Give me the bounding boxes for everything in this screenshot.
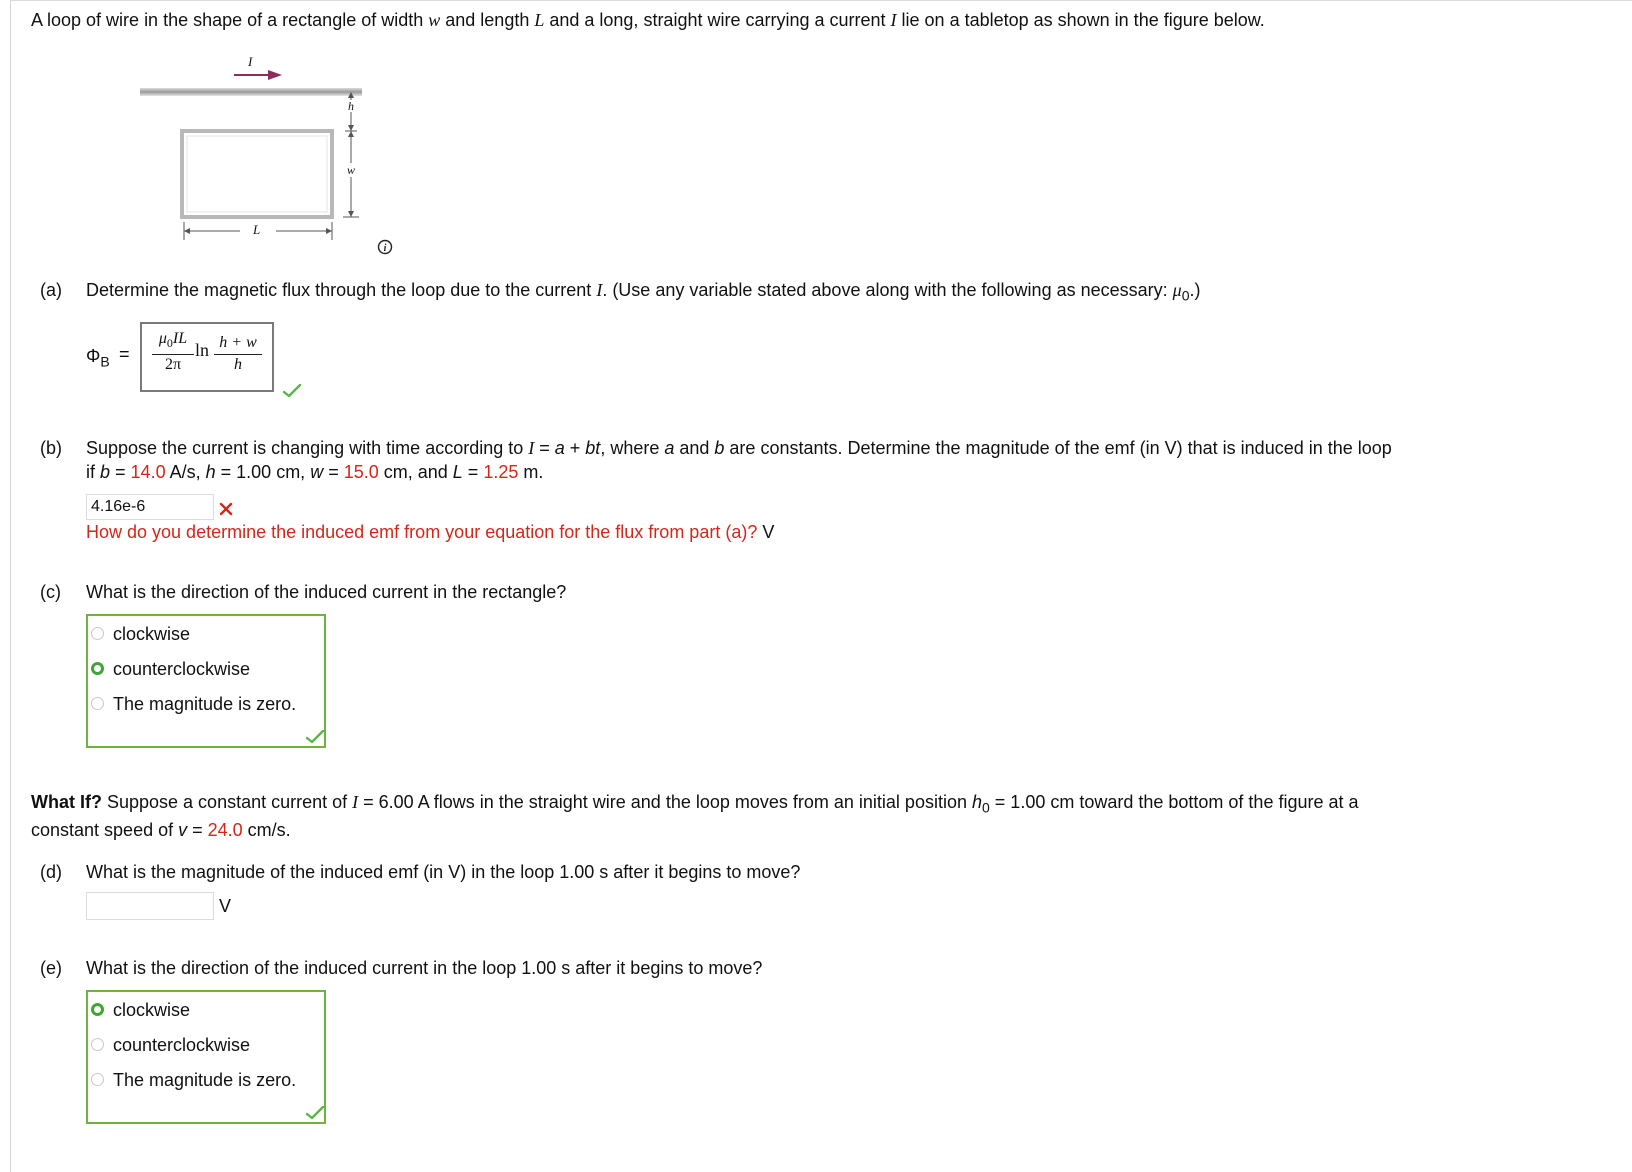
part-d-answer-input[interactable] <box>86 892 214 920</box>
intro-text: A loop of wire in the shape of a rectangle of width <box>31 10 429 30</box>
part-a-question: Determine the magnetic flux through the loop due to the current I. (Use any variable stated above along with the following as necessary: $\mu_0$.) <box>86 280 1201 304</box>
wire-loop-figure <box>140 52 380 262</box>
part-c-letter: (c) <box>40 582 61 602</box>
part-e-question: What is the direction of the induced current in the loop 1.00 s after it begins to move? <box>86 958 763 978</box>
var-w: w <box>428 10 441 30</box>
fraction-2-numerator: h + w <box>219 334 257 351</box>
intro-text: and a long, straight wire carrying a current <box>544 10 891 30</box>
var-I: I <box>890 10 897 30</box>
radio-button[interactable] <box>91 1073 104 1086</box>
svg-text:i: i <box>383 243 387 254</box>
equals-sign: = <box>119 344 130 364</box>
part-b-question-line1: Suppose the current is changing with time according to I = a + bt, where a and b are constants. Determine the magnitude of the emf (in V) that is induced in the loop <box>86 438 1392 458</box>
radio-button-selected[interactable] <box>91 662 104 675</box>
fraction-1 <box>152 330 194 375</box>
check-icon <box>283 382 301 403</box>
emf-answer-input[interactable]: 4.16e-6 <box>86 494 214 520</box>
radio-button[interactable] <box>91 627 104 640</box>
problem-intro <box>31 8 1265 32</box>
v-value: 24.0 <box>207 820 243 840</box>
part-d-letter: (d) <box>40 862 62 882</box>
b-value: 14.0 <box>130 462 166 482</box>
fraction-1-denominator: 2π <box>164 356 182 374</box>
part-e-letter: (e) <box>40 958 62 978</box>
part-d-unit: V <box>219 896 232 916</box>
part-d-question: What is the magnitude of the induced emf (in V) in the loop 1.00 s after it begins to move? <box>86 862 801 882</box>
part-c-question: What is the direction of the induced current in the rectangle? <box>86 582 567 602</box>
part-c-radio-group <box>86 614 326 748</box>
radio-button-selected[interactable] <box>91 1003 104 1016</box>
intro-text: lie on a tabletop as shown in the figure below. <box>896 10 1265 30</box>
straight-wire <box>140 88 362 96</box>
label-I: I <box>248 54 253 69</box>
flux-symbol: $\Phi_B$ <box>86 346 110 370</box>
option-clockwise[interactable]: clockwise <box>88 622 190 646</box>
part-b-letter: (b) <box>40 438 62 458</box>
fraction-2-denominator: h <box>234 356 242 373</box>
radio-button[interactable] <box>91 697 104 710</box>
part-b-question-line2: if b = 14.0 A/s, h = 1.00 cm, w = 15.0 cm, and L = 1.25 m. <box>86 462 544 482</box>
option-clockwise[interactable]: clockwise <box>88 998 190 1022</box>
var-L: L <box>534 10 545 30</box>
page-top-border <box>10 0 1632 1</box>
check-icon <box>306 1104 324 1125</box>
flux-answer-box[interactable] <box>140 322 274 392</box>
fraction-2 <box>214 334 262 375</box>
w-value: 15.0 <box>343 462 379 482</box>
ln-function: ln <box>195 340 210 360</box>
feedback-text: How do you determine the induced emf from your equation for the flux from part (a)? <box>86 522 758 542</box>
L-value: 1.25 <box>483 462 519 482</box>
fraction-1-numerator: $\mu_0IL$ <box>158 330 188 351</box>
part-b-feedback <box>86 520 774 544</box>
option-magnitude-zero[interactable]: The magnitude is zero. <box>88 1068 296 1092</box>
option-magnitude-zero[interactable]: The magnitude is zero. <box>88 692 296 716</box>
intro-text: and length <box>440 10 535 30</box>
part-e-radio-group <box>86 990 326 1124</box>
radio-button[interactable] <box>91 1038 104 1051</box>
info-icon[interactable] <box>377 239 393 255</box>
label-w: w <box>347 163 356 177</box>
rectangular-loop <box>182 131 332 217</box>
current-arrow-head <box>268 70 282 80</box>
what-if-line1: What If? Suppose a constant current of I = 6.00 A flows in the straight wire and the loop moves from an initial position $h_0 = 1.00$ cm toward the bottom of the figure at a <box>31 792 1359 816</box>
part-a-letter: (a) <box>40 280 62 300</box>
label-h: h <box>348 99 354 113</box>
what-if-line2: constant speed of v = 24.0 cm/s. <box>31 820 291 840</box>
unit-label: V <box>762 522 775 542</box>
incorrect-x-icon <box>219 500 233 521</box>
option-counterclockwise[interactable]: counterclockwise <box>88 1033 250 1057</box>
option-counterclockwise[interactable]: counterclockwise <box>88 657 250 681</box>
label-L: L <box>253 222 261 237</box>
check-icon <box>306 728 324 749</box>
page-left-border <box>10 0 11 1172</box>
